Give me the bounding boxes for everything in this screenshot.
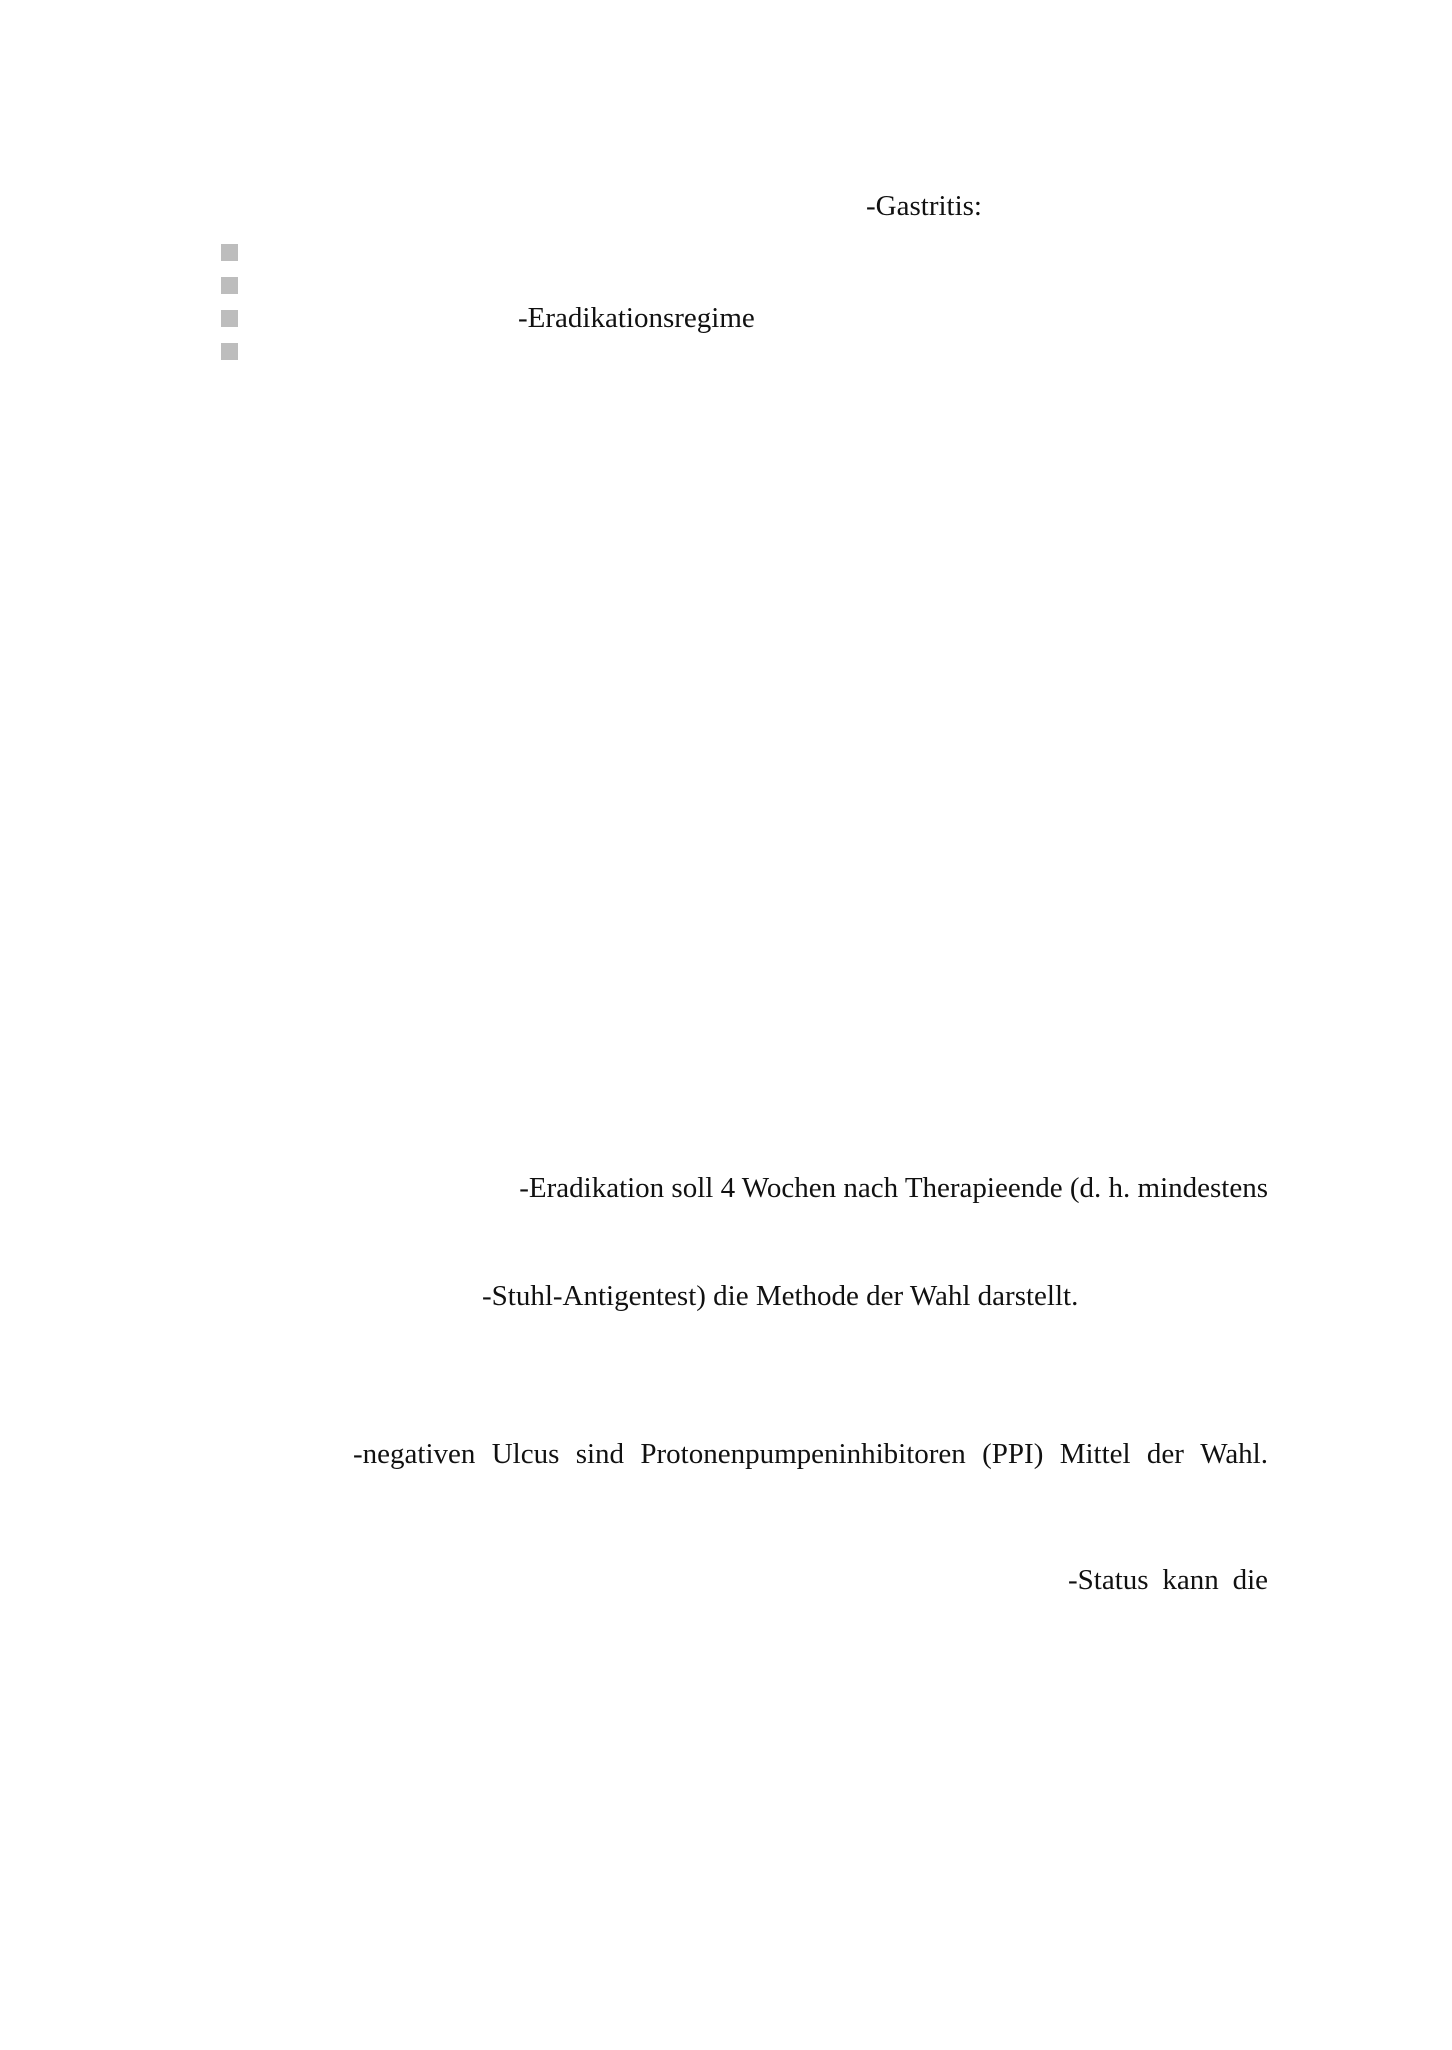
word: sind [575,1438,625,1470]
text-line-gastritis: -Gastritis: [866,190,982,222]
margin-marker [221,310,238,327]
word: -negativen [353,1438,476,1470]
word: (PPI) [982,1438,1044,1470]
word: die [1232,1564,1268,1596]
margin-marker [221,343,238,360]
text-line-status [1068,1562,1268,1598]
word: Protonenpumpeninhibitoren [640,1438,966,1470]
text-line-negativen-ulcus [353,1436,1268,1472]
text-line-eradikationsregime: -Eradikationsregime [518,302,755,334]
word: -Status [1068,1564,1149,1596]
word: Mittel [1059,1438,1131,1470]
text-line-eradikation-kontrolle: -Eradikation soll 4 Wochen nach Therapieende (d. h. mindestens [519,1172,1268,1204]
word: der [1146,1438,1184,1470]
margin-marker [221,244,238,261]
margin-marker [221,277,238,294]
word: Ulcus [491,1438,560,1470]
text-line-stuhl-antigentest: -Stuhl-Antigentest) die Methode der Wahl darstellt. [482,1280,1079,1312]
word: Wahl. [1200,1438,1268,1470]
word: kann [1162,1564,1219,1596]
